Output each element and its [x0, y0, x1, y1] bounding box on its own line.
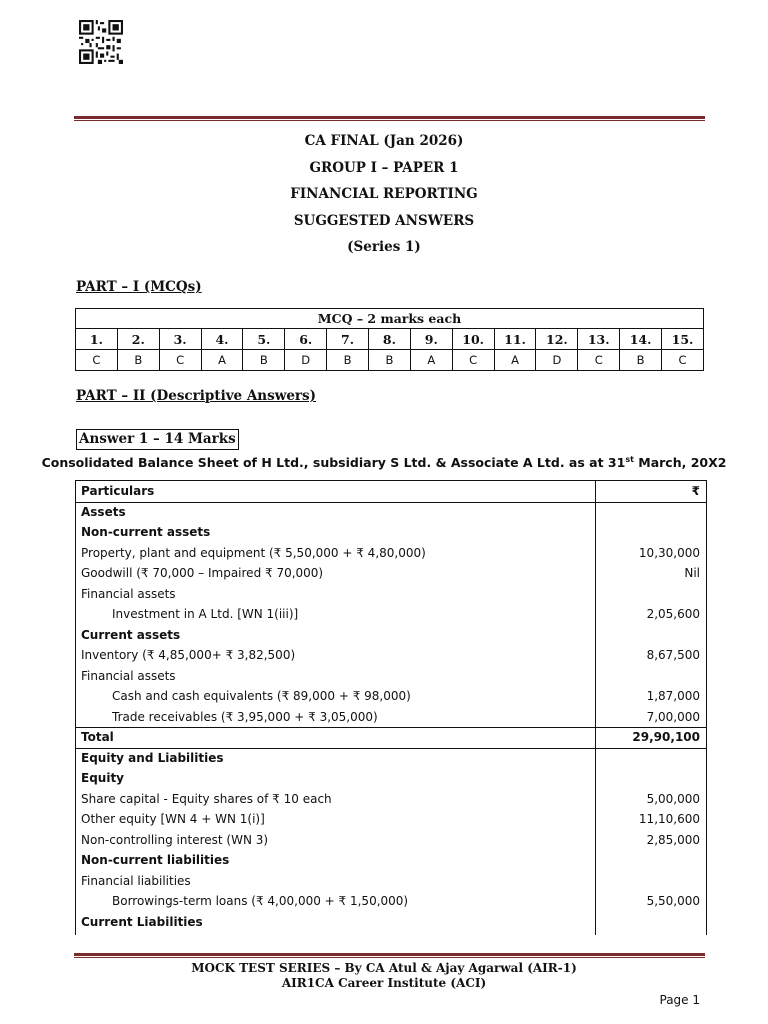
mcq-question-number: 1.	[76, 329, 118, 350]
mcq-answer: C	[578, 350, 620, 371]
row-amount: 7,00,000	[646, 709, 700, 724]
mcq-answer: C	[452, 350, 494, 371]
mcq-answer: A	[494, 350, 536, 371]
footer-line-1: MOCK TEST SERIES – By CA Atul & Ajay Agarwal (AIR-1)	[191, 961, 577, 975]
table-row	[76, 891, 706, 912]
row-amount: 29,90,100	[632, 730, 700, 744]
footer-line-2: AIR1CA Career Institute (ACI)	[281, 976, 487, 990]
answer-label: Answer 1 – 14 Marks	[76, 429, 239, 450]
row-particulars: Equity	[81, 771, 125, 785]
table-row	[76, 502, 706, 523]
balance-sheet-title: Consolidated Balance Sheet of H Ltd., subsidiary S Ltd. & Associate A Ltd. as at 31st March, 20X2	[41, 455, 727, 471]
row-amount: ₹	[691, 484, 700, 498]
table-divider	[76, 727, 706, 728]
table-row	[76, 563, 706, 584]
row-particulars: Assets	[81, 504, 126, 519]
mcq-answer: D	[285, 350, 327, 371]
row-particulars: Property, plant and equipment (₹ 5,50,000 + ₹ 4,80,000)	[81, 545, 426, 560]
table-row	[76, 809, 706, 830]
mcq-question-number: 7.	[327, 329, 369, 350]
table-row	[76, 912, 706, 933]
row-particulars: Goodwill (₹ 70,000 – Impaired ₹ 70,000)	[81, 566, 324, 580]
table-divider	[76, 748, 706, 749]
row-particulars: Financial liabilities	[81, 873, 191, 888]
table-row	[76, 850, 706, 871]
mcq-question-number: 15.	[662, 329, 704, 350]
mcq-question-number: 3.	[159, 329, 201, 350]
row-amount: 11,10,600	[638, 812, 700, 826]
table-row	[76, 584, 706, 605]
mcq-answer: B	[243, 350, 285, 371]
part2-heading: PART – II (Descriptive Answers)	[76, 388, 317, 404]
row-particulars: Other equity [WN 4 + WN 1(i)]	[81, 812, 265, 826]
table-row	[76, 604, 706, 625]
table-divider	[76, 502, 706, 503]
mcq-question-number: 6.	[285, 329, 327, 350]
mcq-answer: A	[410, 350, 452, 371]
table-row	[76, 686, 706, 707]
mcq-question-number: 10.	[452, 329, 494, 350]
footer-rule	[74, 953, 705, 958]
title-series: (Series 1)	[347, 239, 421, 255]
table-row	[76, 707, 706, 728]
part1-heading: PART – I (MCQs)	[76, 279, 202, 295]
mcq-question-number: 2.	[117, 329, 159, 350]
table-row	[76, 522, 706, 543]
table-row	[76, 830, 706, 851]
table-row	[76, 768, 706, 789]
row-particulars: Particulars	[81, 484, 155, 498]
row-particulars: Non-current assets	[81, 525, 211, 539]
row-amount: Nil	[684, 566, 700, 580]
row-amount: 10,30,000	[638, 545, 700, 560]
mcq-question-number: 4.	[201, 329, 243, 350]
row-particulars: Trade receivables (₹ 3,95,000 + ₹ 3,05,000)	[112, 709, 378, 724]
row-particulars: Borrowings-term loans (₹ 4,00,000 + ₹ 1,50,000)	[112, 894, 409, 908]
mcq-answer: C	[662, 350, 704, 371]
mcq-question-number: 14.	[620, 329, 662, 350]
row-amount: 1,87,000	[646, 689, 700, 703]
row-particulars: Cash and cash equivalents (₹ 89,000 + ₹ 98,000)	[112, 689, 411, 703]
mcq-answer: B	[369, 350, 411, 371]
row-particulars: Total	[81, 730, 114, 744]
row-particulars: Share capital - Equity shares of ₹ 10 each	[81, 791, 332, 806]
title-group: GROUP I – PAPER 1	[309, 159, 459, 176]
row-particulars: Inventory (₹ 4,85,000+ ₹ 3,82,500)	[81, 648, 296, 662]
document-title-block	[0, 128, 768, 261]
mcq-answer: B	[327, 350, 369, 371]
row-amount: 5,00,000	[646, 791, 700, 806]
balance-sheet-table	[75, 480, 707, 935]
row-particulars: Current assets	[81, 627, 181, 642]
row-particulars: Non-current liabilities	[81, 853, 230, 867]
mcq-question-number: 9.	[410, 329, 452, 350]
mcq-answer: B	[117, 350, 159, 371]
table-row	[76, 666, 706, 687]
mcq-answer: C	[76, 350, 118, 371]
row-amount: 5,50,000	[646, 894, 700, 908]
table-row	[76, 727, 706, 748]
table-row	[76, 871, 706, 892]
row-particulars: Financial assets	[81, 586, 176, 601]
row-particulars: Current Liabilities	[81, 914, 203, 929]
mcq-question-number: 5.	[243, 329, 285, 350]
mcq-question-number: 11.	[494, 329, 536, 350]
header-rule	[74, 116, 705, 121]
table-row	[76, 789, 706, 810]
row-particulars: Investment in A Ltd. [WN 1(iii)]	[112, 607, 299, 621]
row-particulars: Equity and Liabilities	[81, 750, 224, 765]
mcq-question-number: 12.	[536, 329, 578, 350]
mcq-table-title: MCQ – 2 marks each	[76, 309, 704, 329]
table-row	[76, 645, 706, 666]
mcq-question-number: 8.	[369, 329, 411, 350]
row-amount: 2,85,000	[646, 832, 700, 847]
row-amount: 2,05,600	[646, 607, 700, 621]
row-particulars: Non-controlling interest (WN 3)	[81, 832, 269, 847]
table-row	[76, 625, 706, 646]
qr-code-icon	[79, 20, 123, 64]
table-row	[76, 748, 706, 769]
title-exam: CA FINAL (Jan 2026)	[304, 133, 464, 149]
table-row	[76, 543, 706, 564]
mcq-answer: D	[536, 350, 578, 371]
title-type: SUGGESTED ANSWERS	[293, 212, 475, 229]
table-header-row	[76, 481, 706, 502]
row-particulars: Financial assets	[81, 668, 176, 683]
title-subject: FINANCIAL REPORTING	[290, 186, 478, 202]
mcq-answer: B	[620, 350, 662, 371]
mcq-answer: A	[201, 350, 243, 371]
mcq-answer-table	[75, 308, 704, 371]
page-number: Page 1	[659, 993, 700, 1007]
row-amount: 8,67,500	[646, 648, 700, 662]
mcq-question-number: 13.	[578, 329, 620, 350]
mcq-answer: C	[159, 350, 201, 371]
